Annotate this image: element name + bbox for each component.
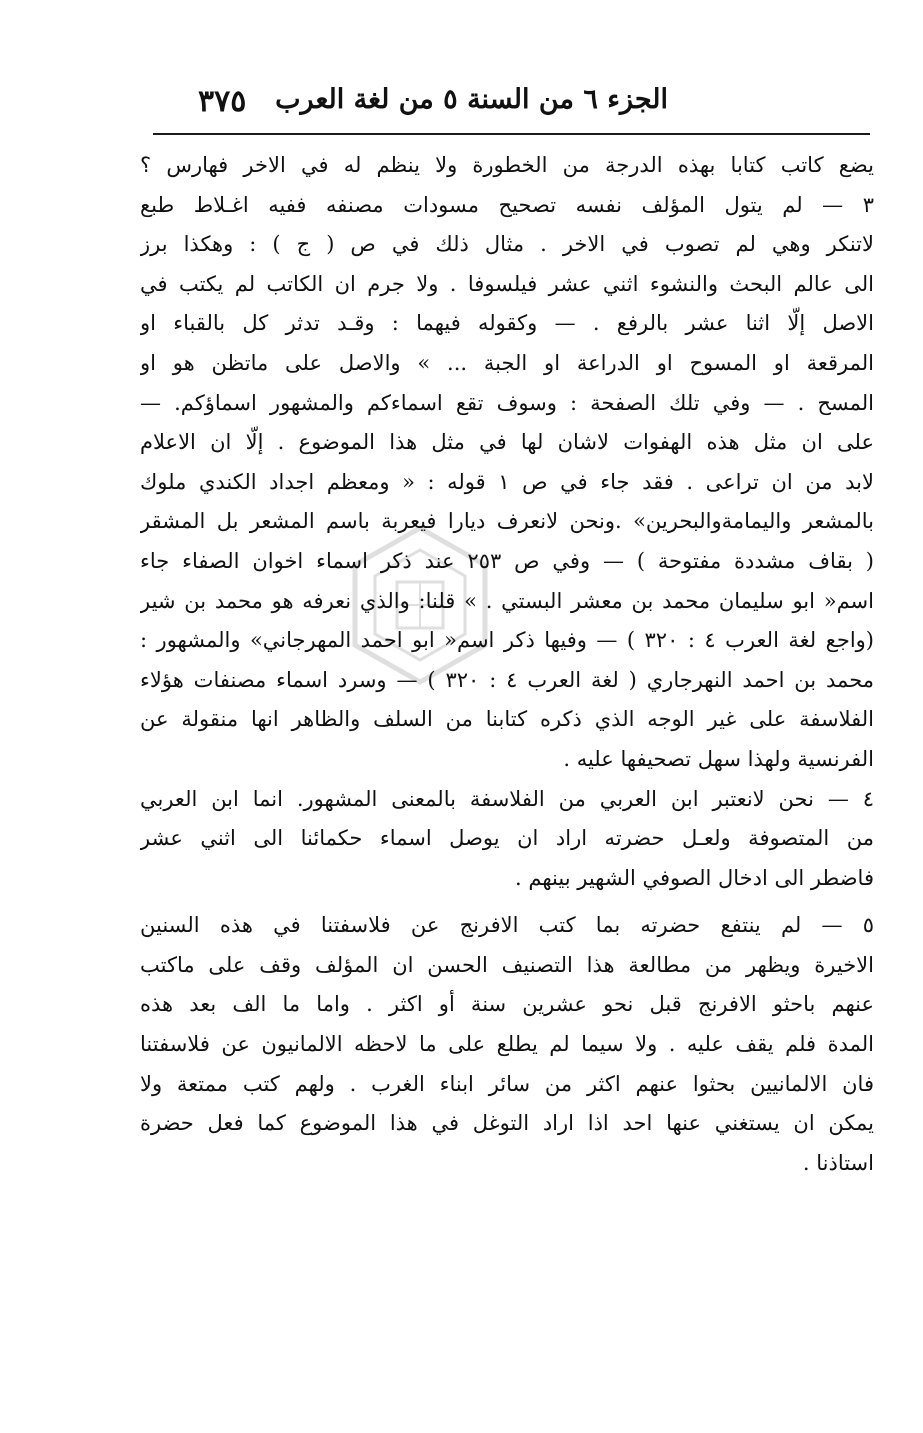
text-line: الاخيرة ويظهر من مطالعة هذا التصنيف الحسن ان المؤلف وقف على ماكتب: [140, 952, 874, 977]
text-line: الفرنسية ولهذا سهل تصحيفها عليه .: [563, 746, 874, 771]
text-line: اسم« ابو سليمان محمد بن معشر البستي . » قلنا: والذي نعرفه هو محمد بن شير: [140, 588, 874, 613]
text-line: الاصل إلّا اثنا عشر بالرفع . — وكقوله فيهما : وقـد تدثر كل بالقباء او: [140, 311, 874, 336]
text-line: ( بقاف مشددة مفتوحة ) — وفي ص ٢٥٣ عند ذكر اسماء اخوان الصفاء جاء: [140, 548, 874, 573]
text-line: يمكن ان يستغني عنها احد اذا اراد التوغل في هذا الموضوع كما فعل حضرة: [140, 1111, 874, 1136]
text-line: المدة فلم يقف عليه . ولا سيما لم يطلع على ما لاحظه الالمانيون عن فلاسفتنا: [140, 1032, 874, 1057]
text-line: لاتنكر وهي لم تصوب في الاخر . مثال ذلك في ص ( ج ) : وهكذا برز: [140, 232, 874, 257]
text-line: استاذنا .: [802, 1150, 874, 1175]
page-number: ٣٧٥: [198, 84, 247, 119]
text-line: محمد بن احمد النهرجاري ( لغة العرب ٤ : ٣٢٠ ) — وسرد اسماء مصنفات هؤلاء: [140, 667, 874, 692]
text-line: يضع كاتب كتابا بهذه الدرجة من الخطورة ولا ينظم له في الاخر فهارس ؟: [140, 153, 874, 177]
text-line: المرقعة او المسوح او الدراعة او الجبة ... » والاصل على ماتظن هو او: [140, 350, 874, 375]
text-line: على ان مثل هذه الهفوات لاشان لها في مثل هذا الموضوع . إلّا ان الاعلام: [140, 430, 874, 455]
text-line: فاضطر الى ادخال الصوفي الشهير بينهم .: [515, 865, 874, 890]
text-line: عنهم باحثو الافرنج قبل نحو عشرين سنة أو اكثر . واما ما الف بعد هذه: [140, 992, 874, 1017]
text-line: من المتصوفة ولعـل حضرته اراد ان يوصل اسماء حكمائنا الى اثني عشر: [140, 826, 874, 851]
header-rule: [153, 133, 870, 135]
text-line: ٤ — نحن لانعتبر ابن العربي من الفلاسفة بالمعنى المشهور. انما ابن العربي: [140, 786, 874, 811]
running-header: [198, 78, 668, 128]
text-line: الى عالم البحث والنشوء اثني عشر فيلسوفا . ولا جرم ان الكاتب لم يكتب في: [140, 271, 874, 296]
text-line: ٥ — لم ينتفع حضرته بما كتب الافرنج عن فلاسفتنا في هذه السنين: [140, 913, 874, 938]
text-line: فان الالمانيين بحثوا عنهم اكثر من سائر ابناء الغرب . ولهم كتب ممتعة ولا: [140, 1071, 874, 1096]
text-line: لابد من ان تراعى . فقد جاء في ص ١ قوله : « ومعظم اجداد الكندي ملوك: [140, 469, 874, 494]
text-line: ٣ — لم يتول المؤلف نفسه تصحيح مسودات مصنفه ففيه اغـلاط طبع: [140, 192, 874, 217]
text-line: (واجع لغة العرب ٤ : ٣٢٠ ) — وفيها ذكر اسم« ابو احمد المهرجاني» والمشهور :: [140, 628, 874, 653]
text-line: المسح . — وفي تلك الصفحة : وسوف تقع اسماءكم والمشهور اسماؤكم. —: [140, 390, 874, 415]
text-line: بالمشعر واليمامةوالبحرين» .ونحن لانعرف ديارا فيعربة باسم المشعر بل المشقر: [140, 509, 874, 534]
text-line: الفلاسفة على غير الوجه الذي ذكره كتابنا من السلف والظاهر انها منقولة عن: [140, 707, 874, 732]
header-title: الجزء ٦ من السنة ٥ من لغة العرب: [275, 84, 668, 115]
article-body: [140, 146, 874, 1183]
